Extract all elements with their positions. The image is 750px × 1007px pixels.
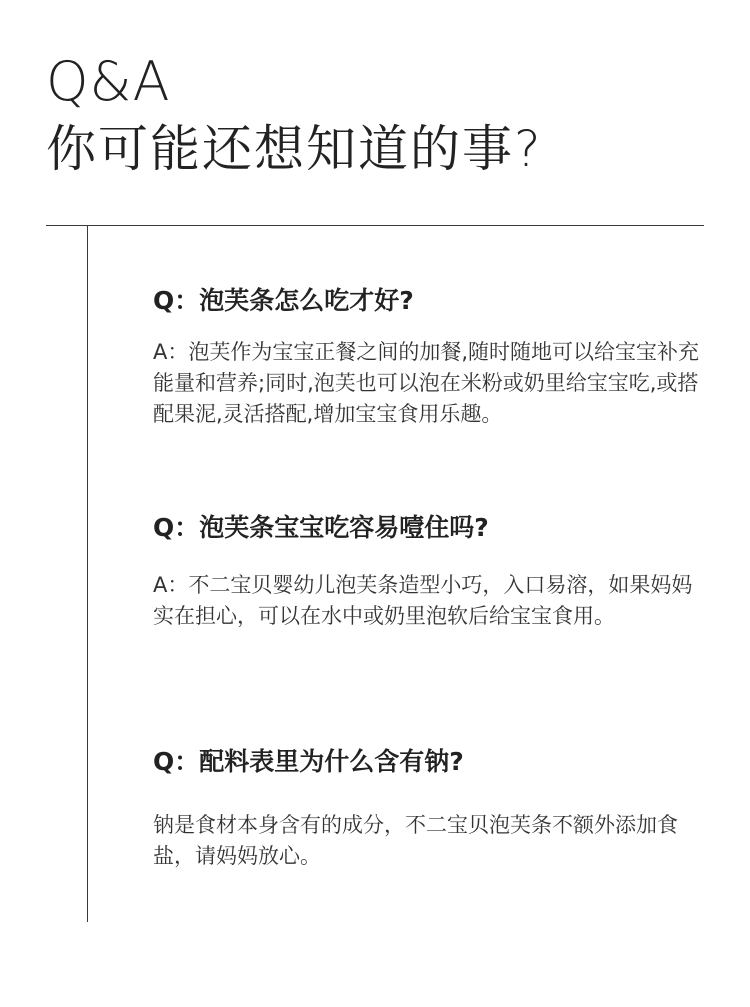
faq-item-choking (153, 510, 709, 632)
faq-answer: A：不二宝贝婴幼儿泡芙条造型小巧，入口易溶，如果妈妈实在担心，可以在水中或奶里泡软后给宝宝食用。 (153, 573, 693, 628)
horizontal-divider (46, 225, 704, 226)
faq-answer: A：泡芙作为宝宝正餐之间的加餐,随时随地可以给宝宝补充能量和营养;同时,泡芙也可以泡在米粉或奶里给宝宝吃,或搭配果泥,灵活搭配,增加宝宝食用乐趣。 (153, 340, 700, 426)
page-title: Q&A (46, 50, 171, 113)
faq-item-eating-method (153, 283, 709, 430)
faq-question: Q：配料表里为什么含有钠? (153, 747, 464, 776)
faq-item-sodium (153, 744, 709, 872)
faq-question: Q：泡芙条宝宝吃容易噎住吗? (153, 513, 489, 542)
vertical-divider (87, 225, 88, 922)
faq-answer: 钠是食材本身含有的成分，不二宝贝泡芙条不额外添加食盐，请妈妈放心。 (153, 813, 678, 868)
page-subtitle: 你可能还想知道的事? (46, 120, 543, 178)
faq-question: Q：泡芙条怎么吃才好? (153, 286, 414, 315)
